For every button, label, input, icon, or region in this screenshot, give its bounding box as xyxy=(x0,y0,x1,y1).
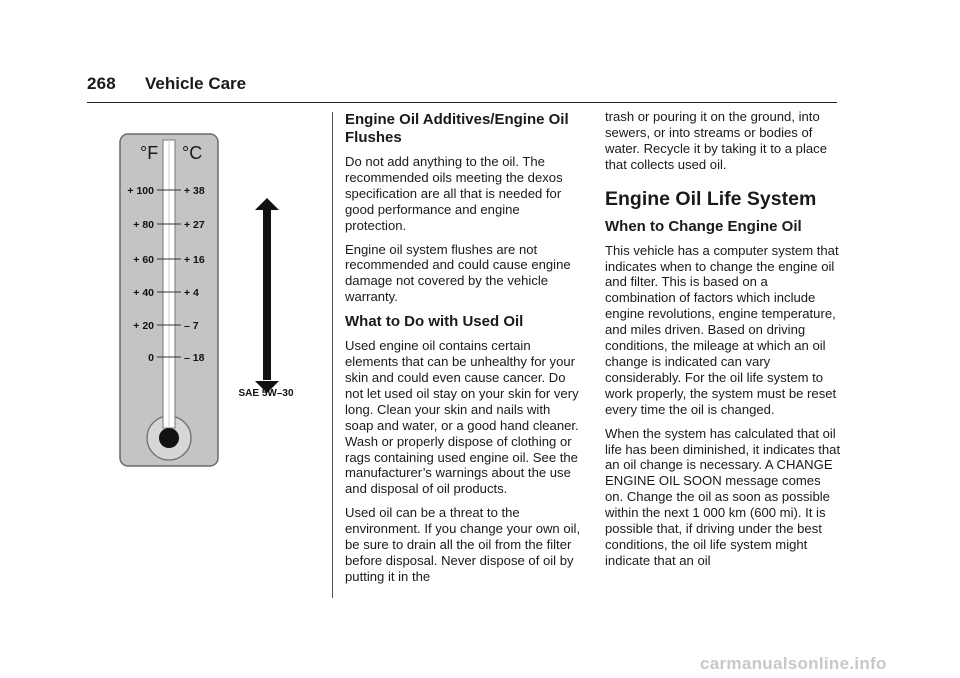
c-tick-16: + 16 xyxy=(184,254,205,266)
f-tick-80: + 80 xyxy=(133,219,154,231)
page-number: 268 xyxy=(87,74,116,93)
f-tick-100: + 100 xyxy=(127,185,154,197)
paragraph-when-1: This vehicle has a computer system that indicates when to change the engine oil and filter. This is based on a combination of factors which include engine revolutions, engine temperature, and miles driven. Based on driving conditions, the mileage at which an oil change is indicated can vary considerably. For the oil life system to work properly, the system must be reset every time the oil is changed. xyxy=(605,242,839,417)
c-tick-27: + 27 xyxy=(184,219,205,231)
heading-oil-life-system: Engine Oil Life System xyxy=(605,187,817,210)
f-tick-0: 0 xyxy=(148,352,154,364)
f-tick-40: + 40 xyxy=(133,287,154,299)
viscosity-range-arrow xyxy=(255,198,279,393)
heading-used-oil: What to Do with Used Oil xyxy=(345,313,524,331)
paragraph-continued: trash or pouring it on the ground, into sewers, or into streams or bodies of water. Recycle it by taking it to a place that collects used oil. xyxy=(605,109,827,172)
page-header xyxy=(87,70,837,103)
paragraph-additives-1: Do not add anything to the oil. The recommended oils meeting the dexos specification are all that is needed for good performance and engine protection. xyxy=(345,154,563,233)
heading-oil-additives: Engine Oil Additives/Engine Oil Flushes xyxy=(345,111,569,146)
celsius-unit-label: °C xyxy=(182,143,203,163)
fahrenheit-unit-label: °F xyxy=(140,143,159,163)
paragraph-used-oil-2: Used oil can be a threat to the environment. If you change your own oil, be sure to drain all the oil from the filter before disposal. Never dispose of oil by putting it in the xyxy=(345,505,581,584)
c-tick-m7: – 7 xyxy=(184,320,199,332)
f-tick-60: + 60 xyxy=(133,254,154,266)
thermometer-bulb xyxy=(159,428,179,448)
f-tick-20: + 20 xyxy=(133,320,154,332)
paragraph-used-oil-1: Used engine oil contains certain elements that can be unhealthy for your skin and could even cause cancer. Do not let used oil stay on your skin for very long. Clean your skin and nails with soap and water, or a good hand cleaner. Wash or properly dispose of clothing or rags containing used engine oil. See the manufacturer’s warnings about the use and disposal of oil products. xyxy=(345,338,579,497)
paragraph-additives-2: Engine oil system flushes are not recommended and could cause engine damage not covered by the vehicle warranty. xyxy=(345,241,571,305)
c-tick-4: + 4 xyxy=(184,287,199,299)
column-divider xyxy=(332,112,333,598)
column-3 xyxy=(605,109,841,577)
paragraph-when-2: When the system has calculated that oil life has been diminished, it indicates that an oil change is necessary. A CHANGE ENGINE OIL SOON message comes on. Change the oil as soon as possible within the next 1 000 km (600 mi). It is possible that, if driving under the best conditions, the oil life system might indicate that an oil xyxy=(605,425,841,568)
column-2 xyxy=(345,109,581,593)
watermark: carmanualsonline.info xyxy=(700,654,887,673)
section-title: Vehicle Care xyxy=(145,74,247,93)
oil-grade-label: SAE 5W–30 xyxy=(238,388,294,399)
oil-viscosity-figure xyxy=(118,132,303,472)
heading-when-to-change: When to Change Engine Oil xyxy=(605,217,802,235)
c-tick-m18: – 18 xyxy=(184,352,205,364)
c-tick-38: + 38 xyxy=(184,185,205,197)
